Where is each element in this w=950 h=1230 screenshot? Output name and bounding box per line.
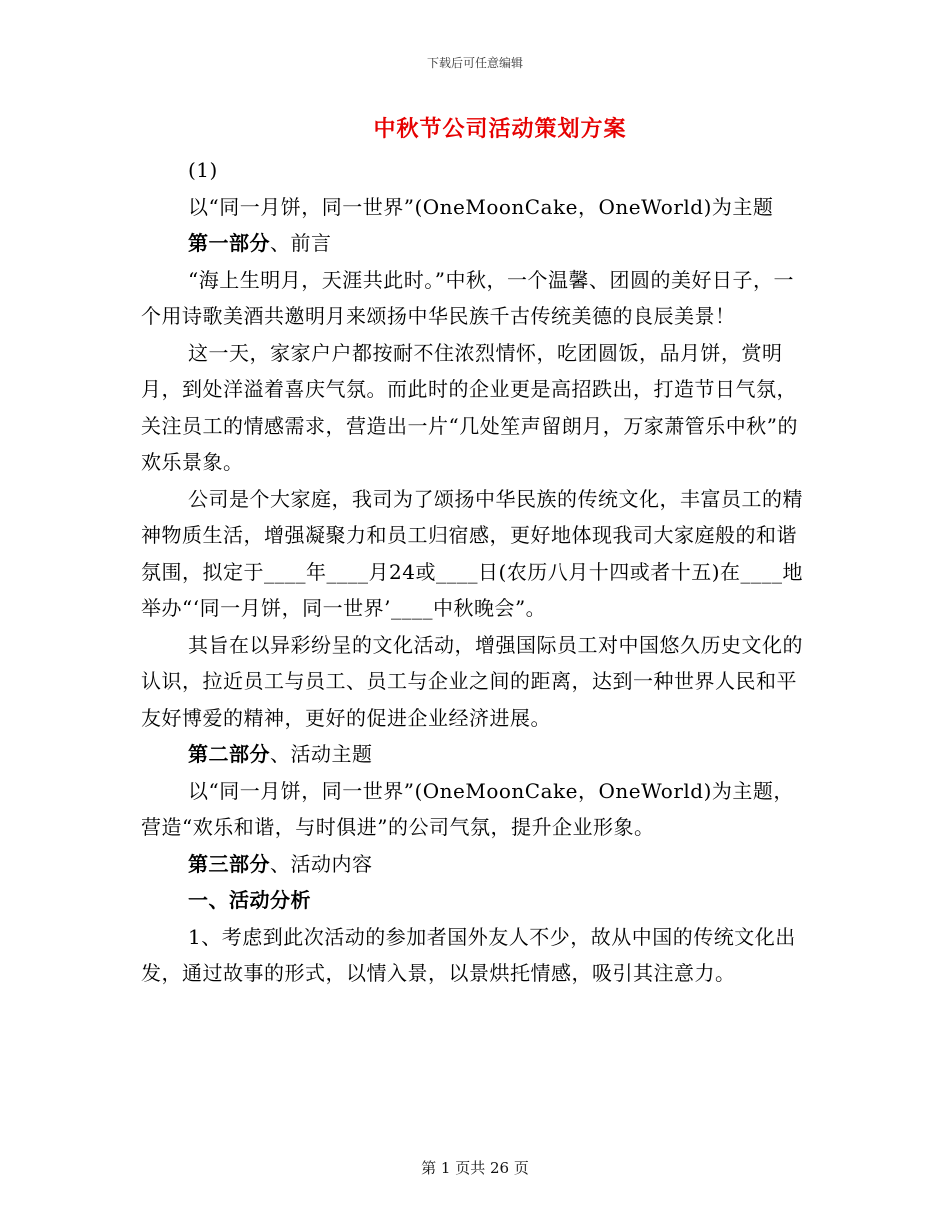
paragraph-analysis-1: 1、考虑到此次活动的参加者国外友人不少，故从中国的传统文化出发，通过故事的形式，以情入景，以景烘托情感，吸引其注意力。	[141, 924, 796, 985]
paragraph-festival-day: 这一天，家家户户都按耐不住浓烈情怀，吃团圆饭，品月饼，赏明月，到处洋溢着喜庆气氛。而此时的企业更是高招跌出，打造节日气氛，关注员工的情感需求，营造出一片“几处笙声留朗月，万家萧管乐中秋”的欢乐景象。	[141, 340, 798, 474]
paragraph-company-family: 公司是个大家庭，我司为了颂扬中华民族的传统文化，丰富员工的精神物质生活，增强凝聚力和员工归宿感，更好地体现我司大家庭般的和谐氛围，拟定于____年____月24或____日(农历八月十四或者十五)在____地举办“‘同一月饼，同一世界’____中秋晚会”。	[141, 486, 804, 620]
section-heading-content	[141, 846, 806, 883]
section-heading-preface-rest: 、前言	[270, 231, 332, 255]
subheading-activity-analysis: 一、活动分析	[188, 888, 311, 912]
paragraph-theme-intro: 以“同一月饼，同一世界”(OneMoonCake，OneWorld)为主题	[188, 194, 774, 219]
paragraph-purpose: 其旨在以异彩纷呈的文化活动，增强国际员工对中国悠久历史文化的认识，拉近员工与员工、员工与企业之间的距离，达到一种世界人民和平友好博爱的精神，更好的促进企业经济进展。	[141, 632, 803, 730]
section-heading-theme	[141, 736, 806, 773]
section-heading-theme-rest: 、活动主题	[270, 742, 373, 766]
section-heading-content-bold: 第三部分	[188, 851, 270, 876]
section-heading-theme-bold: 第二部分	[188, 742, 270, 766]
document-title: 中秋节公司活动策划方案	[373, 116, 627, 142]
section-heading-content-rest: 、活动内容	[270, 851, 373, 876]
paragraph-number: (1)	[188, 158, 218, 182]
section-heading-preface-bold: 第一部分	[188, 231, 270, 255]
paragraph-poem: “海上生明月，天涯共此时。”中秋，一个温馨、团圆的美好日子，一个用诗歌美酒共邀明月来颂扬中华民族千古传统美德的良辰美景！	[141, 267, 794, 328]
header-note: 下载后可任意编辑	[426, 56, 523, 70]
paragraph-theme-detail: 以“同一月饼，同一世界”(OneMoonCake，OneWorld)为主题，营造“欢乐和谐，与时俱进”的公司气氛，提升企业形象。	[141, 778, 794, 839]
section-heading-preface	[141, 225, 806, 262]
document-body	[141, 152, 806, 992]
page-footer: 第 1 页共 26 页	[421, 1159, 529, 1177]
